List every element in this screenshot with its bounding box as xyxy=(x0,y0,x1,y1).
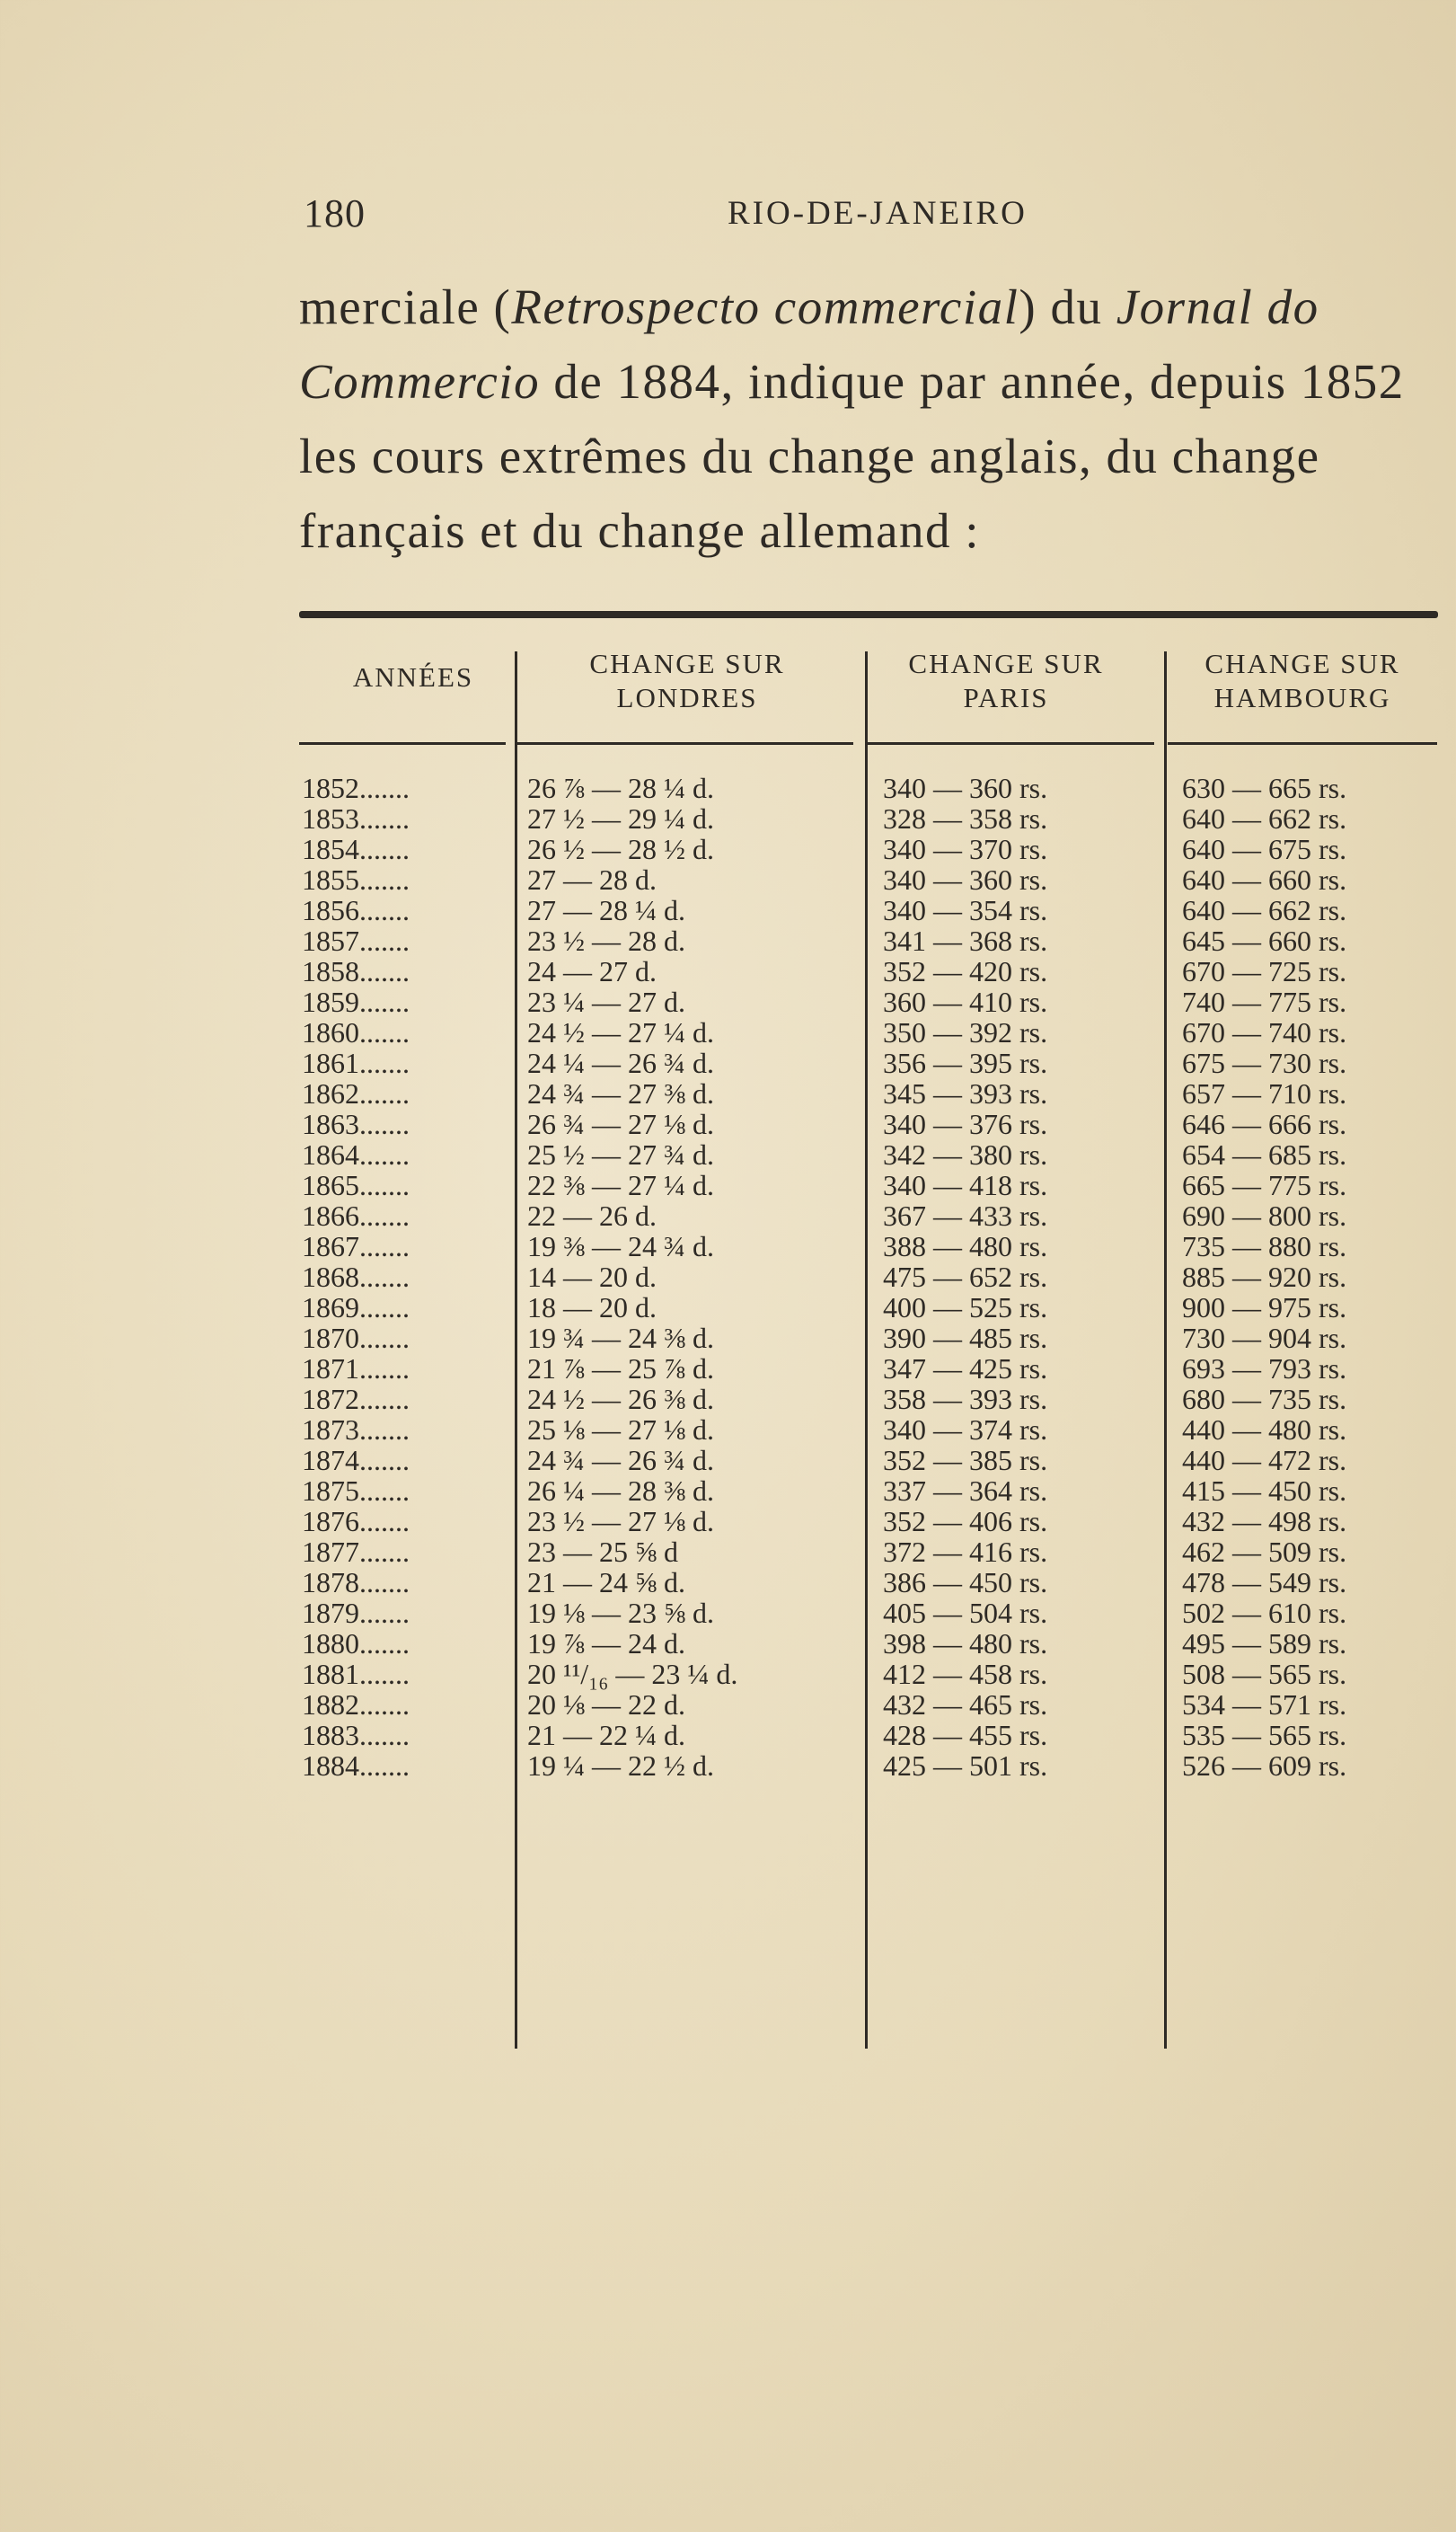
table-row xyxy=(299,1048,1456,1078)
table-row xyxy=(299,1353,1456,1384)
table-row xyxy=(299,987,1456,1017)
table-row xyxy=(299,1506,1456,1536)
londres-cell: 24 ½ — 26 ⅜ d. xyxy=(527,1383,714,1415)
year-cell: 1872....... xyxy=(302,1383,410,1415)
londres-cell: 22 — 26 d. xyxy=(527,1200,657,1232)
year-cell: 1881....... xyxy=(302,1658,410,1690)
paris-cell: 340 — 374 rs. xyxy=(883,1413,1048,1446)
londres-cell: 23 ½ — 27 ⅛ d. xyxy=(527,1505,714,1537)
paris-cell: 388 — 480 rs. xyxy=(883,1230,1048,1262)
londres-cell: 26 ¾ — 27 ⅛ d. xyxy=(527,1108,714,1140)
table-row xyxy=(299,1689,1456,1720)
londres-cell: 19 ¼ — 22 ½ d. xyxy=(527,1749,714,1782)
hambourg-cell: 693 — 793 rs. xyxy=(1182,1352,1347,1385)
londres-cell: 24 — 27 d. xyxy=(527,955,657,987)
londres-cell: 23 — 25 ⅝ d xyxy=(527,1536,678,1568)
year-cell: 1858....... xyxy=(302,955,410,987)
table-row xyxy=(299,956,1456,987)
paris-cell: 340 — 418 rs. xyxy=(883,1169,1048,1201)
paris-cell: 356 — 395 rs. xyxy=(883,1047,1048,1079)
londres-cell: 27 — 28 d. xyxy=(527,863,657,896)
londres-cell: 22 ⅜ — 27 ¼ d. xyxy=(527,1169,714,1201)
paris-cell: 405 — 504 rs. xyxy=(883,1597,1048,1629)
paris-cell: 432 — 465 rs. xyxy=(883,1688,1048,1721)
header-rule-hambourg xyxy=(1168,742,1437,745)
table-row xyxy=(299,1262,1456,1292)
hambourg-cell: 440 — 472 rs. xyxy=(1182,1444,1347,1476)
hambourg-cell: 535 — 565 rs. xyxy=(1182,1719,1347,1751)
paris-cell: 328 — 358 rs. xyxy=(883,802,1048,835)
londres-cell: 24 ¾ — 27 ⅜ d. xyxy=(527,1077,714,1110)
londres-cell: 23 ½ — 28 d. xyxy=(527,925,685,957)
londres-cell: 18 — 20 d. xyxy=(527,1291,657,1324)
londres-cell: 21 — 24 ⅝ d. xyxy=(527,1566,685,1598)
londres-cell: 24 ¼ — 26 ¾ d. xyxy=(527,1047,714,1079)
hambourg-cell: 415 — 450 rs. xyxy=(1182,1474,1347,1507)
hambourg-cell: 900 — 975 rs. xyxy=(1182,1291,1347,1324)
londres-cell: 21 ⅞ — 25 ⅞ d. xyxy=(527,1352,714,1385)
intro-text-2: ) du xyxy=(1019,279,1116,334)
hambourg-cell: 670 — 740 rs. xyxy=(1182,1016,1347,1049)
londres-cell: 24 ¾ — 26 ¾ d. xyxy=(527,1444,714,1476)
intro-text-3: de 1884, indique par année, depuis 1852 les cours extrêmes du change anglais, du change français et du change allemand : xyxy=(299,354,1405,558)
year-cell: 1859....... xyxy=(302,986,410,1018)
hambourg-cell: 670 — 725 rs. xyxy=(1182,955,1347,987)
londres-cell: 19 ⅞ — 24 d. xyxy=(527,1627,685,1660)
londres-cell: 19 ¾ — 24 ⅜ d. xyxy=(527,1322,714,1354)
running-head: RIO-DE-JANEIRO xyxy=(728,195,1028,232)
table-row xyxy=(299,925,1456,956)
header-rule-annees xyxy=(299,742,506,745)
londres-cell: 20 ¹¹/₁₆ — 23 ¼ d. xyxy=(527,1658,738,1690)
hambourg-cell: 440 — 480 rs. xyxy=(1182,1413,1347,1446)
hambourg-cell: 502 — 610 rs. xyxy=(1182,1597,1347,1629)
paris-cell: 341 — 368 rs. xyxy=(883,925,1048,957)
year-cell: 1862....... xyxy=(302,1077,410,1110)
hambourg-cell: 630 — 665 rs. xyxy=(1182,772,1347,804)
year-cell: 1863....... xyxy=(302,1108,410,1140)
table-row xyxy=(299,1414,1456,1445)
londres-cell: 25 ½ — 27 ¾ d. xyxy=(527,1138,714,1171)
table-row xyxy=(299,1567,1456,1598)
year-cell: 1870....... xyxy=(302,1322,410,1354)
table-row xyxy=(299,1750,1456,1781)
table-row xyxy=(299,1017,1456,1048)
column-header-paris: CHANGE SUR PARIS xyxy=(908,648,1104,713)
table-row xyxy=(299,895,1456,925)
table-row xyxy=(299,1475,1456,1506)
hambourg-cell: 534 — 571 rs. xyxy=(1182,1688,1347,1721)
paris-cell: 360 — 410 rs. xyxy=(883,986,1048,1018)
year-cell: 1867....... xyxy=(302,1230,410,1262)
paris-cell: 425 — 501 rs. xyxy=(883,1749,1048,1782)
hambourg-cell: 675 — 730 rs. xyxy=(1182,1047,1347,1079)
londres-cell: 20 ⅛ — 22 d. xyxy=(527,1688,685,1721)
hambourg-cell: 665 — 775 rs. xyxy=(1182,1169,1347,1201)
paris-cell: 367 — 433 rs. xyxy=(883,1200,1048,1232)
hambourg-cell: 645 — 660 rs. xyxy=(1182,925,1347,957)
paris-cell: 340 — 360 rs. xyxy=(883,772,1048,804)
page-number: 180 xyxy=(304,191,366,235)
table-row xyxy=(299,1323,1456,1353)
year-cell: 1880....... xyxy=(302,1627,410,1660)
paris-cell: 352 — 406 rs. xyxy=(883,1505,1048,1537)
hambourg-cell: 640 — 675 rs. xyxy=(1182,833,1347,865)
paris-cell: 352 — 385 rs. xyxy=(883,1444,1048,1476)
year-cell: 1868....... xyxy=(302,1261,410,1293)
exchange-table-body xyxy=(299,773,1456,1781)
intro-text-1: merciale ( xyxy=(299,279,512,334)
year-cell: 1860....... xyxy=(302,1016,410,1049)
paris-cell: 475 — 652 rs. xyxy=(883,1261,1048,1293)
hambourg-cell: 730 — 904 rs. xyxy=(1182,1322,1347,1354)
hambourg-cell: 680 — 735 rs. xyxy=(1182,1383,1347,1415)
paris-cell: 345 — 393 rs. xyxy=(883,1077,1048,1110)
paris-cell: 390 — 485 rs. xyxy=(883,1322,1048,1354)
table-row xyxy=(299,1628,1456,1659)
year-cell: 1855....... xyxy=(302,863,410,896)
year-cell: 1864....... xyxy=(302,1138,410,1171)
londres-cell: 26 ⅞ — 28 ¼ d. xyxy=(527,772,714,804)
hambourg-cell: 640 — 660 rs. xyxy=(1182,863,1347,896)
hambourg-cell: 508 — 565 rs. xyxy=(1182,1658,1347,1690)
londres-cell: 26 ¼ — 28 ⅜ d. xyxy=(527,1474,714,1507)
paris-cell: 337 — 364 rs. xyxy=(883,1474,1048,1507)
paris-cell: 342 — 380 rs. xyxy=(883,1138,1048,1171)
table-row xyxy=(299,1720,1456,1750)
year-cell: 1877....... xyxy=(302,1536,410,1568)
year-cell: 1853....... xyxy=(302,802,410,835)
londres-cell: 19 ⅛ — 23 ⅝ d. xyxy=(527,1597,714,1629)
table-row xyxy=(299,1109,1456,1139)
year-cell: 1876....... xyxy=(302,1505,410,1537)
year-cell: 1871....... xyxy=(302,1352,410,1385)
paris-cell: 347 — 425 rs. xyxy=(883,1352,1048,1385)
year-cell: 1874....... xyxy=(302,1444,410,1476)
hambourg-cell: 526 — 609 rs. xyxy=(1182,1749,1347,1782)
paris-cell: 400 — 525 rs. xyxy=(883,1291,1048,1324)
table-row xyxy=(299,773,1456,803)
table-row xyxy=(299,1078,1456,1109)
paris-cell: 340 — 354 rs. xyxy=(883,894,1048,926)
hambourg-cell: 740 — 775 rs. xyxy=(1182,986,1347,1018)
year-cell: 1866....... xyxy=(302,1200,410,1232)
year-cell: 1856....... xyxy=(302,894,410,926)
table-row xyxy=(299,1200,1456,1231)
intro-paragraph xyxy=(299,270,1456,568)
paris-cell: 340 — 370 rs. xyxy=(883,833,1048,865)
header-rule-londres xyxy=(516,742,853,745)
hambourg-cell: 640 — 662 rs. xyxy=(1182,894,1347,926)
table-row xyxy=(299,803,1456,834)
year-cell: 1882....... xyxy=(302,1688,410,1721)
paris-cell: 340 — 360 rs. xyxy=(883,863,1048,896)
hambourg-cell: 690 — 800 rs. xyxy=(1182,1200,1347,1232)
paris-cell: 352 — 420 rs. xyxy=(883,955,1048,987)
paris-cell: 350 — 392 rs. xyxy=(883,1016,1048,1049)
londres-cell: 23 ¼ — 27 d. xyxy=(527,986,685,1018)
table-row xyxy=(299,1659,1456,1689)
londres-cell: 27 ½ — 29 ¼ d. xyxy=(527,802,714,835)
table-top-rule xyxy=(299,611,1438,618)
hambourg-cell: 735 — 880 rs. xyxy=(1182,1230,1347,1262)
hambourg-cell: 654 — 685 rs. xyxy=(1182,1138,1347,1171)
table-row xyxy=(299,864,1456,895)
column-header-annees: ANNÉES xyxy=(352,661,474,693)
year-cell: 1854....... xyxy=(302,833,410,865)
hambourg-cell: 657 — 710 rs. xyxy=(1182,1077,1347,1110)
intro-italic-retrospecto: Retrospecto commercial xyxy=(511,279,1019,334)
paris-cell: 372 — 416 rs. xyxy=(883,1536,1048,1568)
year-cell: 1852....... xyxy=(302,772,410,804)
hambourg-cell: 495 — 589 rs. xyxy=(1182,1627,1347,1660)
paris-cell: 340 — 376 rs. xyxy=(883,1108,1048,1140)
year-cell: 1875....... xyxy=(302,1474,410,1507)
table-row xyxy=(299,1384,1456,1414)
paris-cell: 428 — 455 rs. xyxy=(883,1719,1048,1751)
column-header-londres: CHANGE SUR LONDRES xyxy=(589,648,785,713)
hambourg-cell: 432 — 498 rs. xyxy=(1182,1505,1347,1537)
londres-cell: 24 ½ — 27 ¼ d. xyxy=(527,1016,714,1049)
table-row xyxy=(299,1170,1456,1200)
intro-italic-jornal: Jornal do Commercio xyxy=(299,279,1319,409)
paris-cell: 386 — 450 rs. xyxy=(883,1566,1048,1598)
hambourg-cell: 478 — 549 rs. xyxy=(1182,1566,1347,1598)
table-row xyxy=(299,1598,1456,1628)
year-cell: 1869....... xyxy=(302,1291,410,1324)
londres-cell: 14 — 20 d. xyxy=(527,1261,657,1293)
table-row xyxy=(299,1292,1456,1323)
londres-cell: 25 ⅛ — 27 ⅛ d. xyxy=(527,1413,714,1446)
londres-cell: 19 ⅜ — 24 ¾ d. xyxy=(527,1230,714,1262)
hambourg-cell: 646 — 666 rs. xyxy=(1182,1108,1347,1140)
column-header-hambourg: CHANGE SUR HAMBOURG xyxy=(1205,648,1400,713)
paris-cell: 412 — 458 rs. xyxy=(883,1658,1048,1690)
year-cell: 1884....... xyxy=(302,1749,410,1782)
londres-cell: 21 — 22 ¼ d. xyxy=(527,1719,685,1751)
londres-cell: 27 — 28 ¼ d. xyxy=(527,894,685,926)
year-cell: 1878....... xyxy=(302,1566,410,1598)
paris-cell: 358 — 393 rs. xyxy=(883,1383,1048,1415)
table-row xyxy=(299,1445,1456,1475)
hambourg-cell: 462 — 509 rs. xyxy=(1182,1536,1347,1568)
hambourg-cell: 885 — 920 rs. xyxy=(1182,1261,1347,1293)
year-cell: 1861....... xyxy=(302,1047,410,1079)
londres-cell: 26 ½ — 28 ½ d. xyxy=(527,833,714,865)
year-cell: 1857....... xyxy=(302,925,410,957)
hambourg-cell: 640 — 662 rs. xyxy=(1182,802,1347,835)
year-cell: 1883....... xyxy=(302,1719,410,1751)
table-row xyxy=(299,834,1456,864)
year-cell: 1865....... xyxy=(302,1169,410,1201)
paris-cell: 398 — 480 rs. xyxy=(883,1627,1048,1660)
year-cell: 1873....... xyxy=(302,1413,410,1446)
header-rule-paris xyxy=(867,742,1154,745)
table-row xyxy=(299,1231,1456,1262)
year-cell: 1879....... xyxy=(302,1597,410,1629)
table-row xyxy=(299,1139,1456,1170)
table-row xyxy=(299,1536,1456,1567)
